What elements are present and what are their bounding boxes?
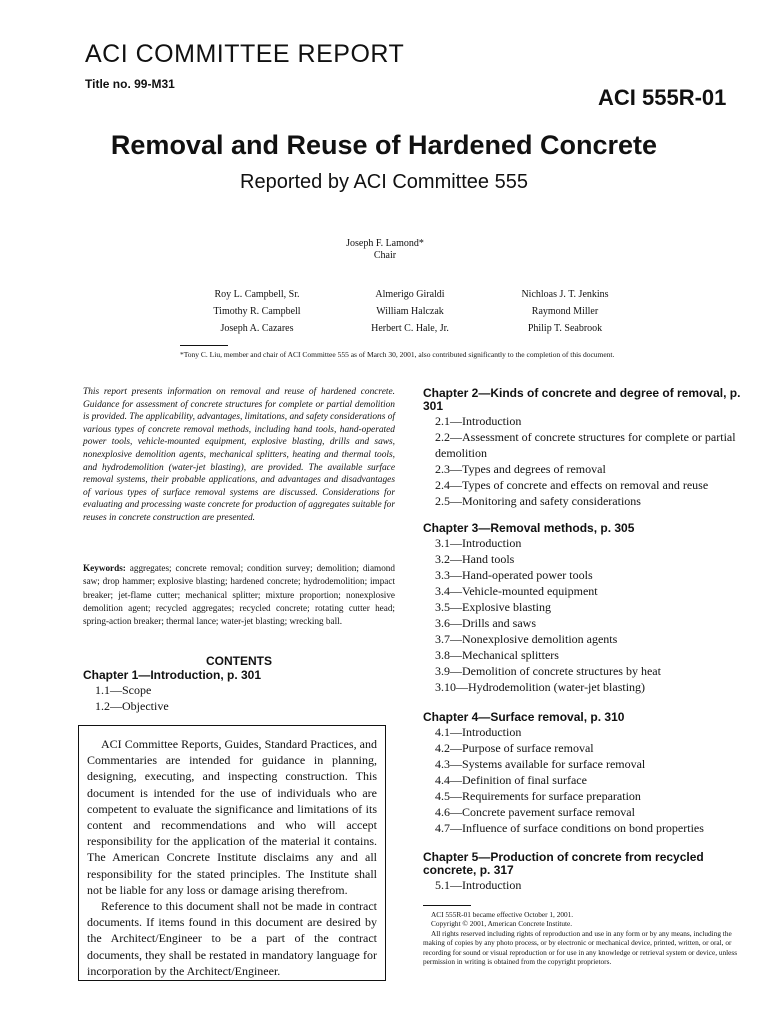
chapter-2 bbox=[423, 387, 753, 509]
document-subtitle: Reported by ACI Committee 555 bbox=[240, 171, 528, 193]
keywords-label: Keywords: bbox=[83, 563, 126, 573]
member-name: William Halczak bbox=[376, 306, 444, 317]
copyright-notice bbox=[423, 910, 743, 966]
section-item: 2.4—Types of concrete and effects on removal and reuse bbox=[435, 478, 709, 492]
chapter-title: Chapter 1—Introduction, p. 301 bbox=[83, 668, 262, 682]
member-name: Raymond Miller bbox=[531, 306, 599, 317]
disclaimer-box bbox=[78, 725, 386, 981]
abstract: This report presents information on removal and reuse of hardened concrete. Guidance for assessment of concrete structures for complete or partial demolition is provided. The applicability, advantages, limitations, and safety considerations of various types of concrete removal methods, including hand tools, hand-operated power tools, vehicle-mounted equipment, explosive blasting, drills and saws, nonexplosive demolition agents, mechanical splitters, heating and thermal tools, and hydrodemolition (water-jet blasting), are provided. The available surface removal systems, their probable applications, and advantages and disadvantages of various types of surface removal systems are discussed. Considerations for evaluating and processing waste concrete for production of aggregates suitable for reuses in concrete construction are presented. bbox=[83, 387, 395, 523]
section-item: 4.5—Requirements for surface preparation bbox=[435, 789, 641, 803]
disclaimer-paragraph: ACI Committee Reports, Guides, Standard Practices, and Commentaries are intended for guidance in planning, designing, executing, and inspecting construction. This document is intended for the use of individuals who are competent to evaluate the significance and limitations of its content and recommendations and who will accept responsibility for the application of the material it contains. The American Concrete Institute disclaims any and all responsibility for the stated principles. The Institute shall not be liable for any loss or damage arising therefrom. bbox=[87, 737, 377, 897]
section-item: 4.1—Introduction bbox=[435, 725, 522, 739]
section-item: 3.7—Nonexplosive demolition agents bbox=[435, 632, 618, 646]
chair-role: Chair bbox=[373, 250, 397, 261]
chapter-5 bbox=[423, 851, 753, 893]
footnote-divider bbox=[180, 345, 228, 346]
chapter-title: Chapter 5—Production of concrete from recycled concrete, p. 317 bbox=[423, 850, 704, 877]
section-item: 3.5—Explosive blasting bbox=[435, 600, 551, 614]
section-item: 4.6—Concrete pavement surface removal bbox=[435, 805, 635, 819]
member-name: Herbert C. Hale, Jr. bbox=[371, 323, 449, 334]
members-column-3 bbox=[490, 286, 640, 337]
member-name: Almerigo Giraldi bbox=[375, 289, 445, 300]
copyright-divider bbox=[423, 905, 471, 906]
report-type-label: ACI COMMITTEE REPORT bbox=[85, 40, 405, 68]
chapter-1 bbox=[83, 669, 395, 714]
member-name: Philip T. Seabrook bbox=[527, 323, 603, 334]
title-number: Title no. 99-M31 bbox=[85, 77, 175, 91]
section-item: 3.6—Drills and saws bbox=[435, 616, 536, 630]
section-item: 1.2—Objective bbox=[95, 699, 169, 713]
chapter-title: Chapter 2—Kinds of concrete and degree of removal, p. 301 bbox=[423, 386, 741, 413]
section-item: 2.1—Introduction bbox=[435, 414, 522, 428]
footnote: *Tony C. Liu, member and chair of ACI Committee 555 as of March 30, 2001, also contributed significantly to the completion of this document. bbox=[180, 350, 615, 359]
section-item: 3.1—Introduction bbox=[435, 536, 522, 550]
members-column-2 bbox=[345, 286, 475, 337]
section-item: 4.7—Influence of surface conditions on bond properties bbox=[435, 821, 704, 835]
chapter-3 bbox=[423, 522, 753, 695]
document-id: ACI 555R-01 bbox=[598, 85, 727, 110]
keywords bbox=[83, 562, 395, 628]
section-item: 3.9—Demolition of concrete structures by heat bbox=[435, 664, 661, 678]
section-item: 5.1—Introduction bbox=[435, 878, 522, 892]
chapter-title: Chapter 4—Surface removal, p. 310 bbox=[423, 710, 625, 724]
effective-date-line: ACI 555R-01 became effective October 1, 2001. bbox=[431, 910, 574, 919]
document-title: Removal and Reuse of Hardened Concrete bbox=[110, 130, 658, 160]
rights-statement: All rights reserved including rights of reproduction and use in any form or by any means, including the making of copies by any photo process, or by electronic or mechanical device, printed, written, or oral, or recording for sound or visual reproduction or for use in any knowledge or retrieval system or device, unless permission in writing is obtained from the copyright proprietors. bbox=[423, 928, 738, 967]
chair-name: Joseph F. Lamond* bbox=[346, 238, 424, 249]
section-item: 4.4—Definition of final surface bbox=[435, 773, 587, 787]
members-column-1 bbox=[192, 286, 322, 337]
member-name: Joseph A. Cazares bbox=[220, 323, 294, 334]
keywords-text: aggregates; concrete removal; condition survey; demolition; diamond saw; drop hammer; explosive blasting; hardened concrete; hydrodemolition; impact breaker; jet-flame cutter; mechanical splitter; mixture proportion; nonexplosive demolition agent; recycled aggregates; recycled concrete; rotating cutter head; spring-action breaker; thermal lance; water-jet blasting; wrecking ball. bbox=[83, 563, 395, 627]
section-item: 2.2—Assessment of concrete structures for complete or partial demolition bbox=[435, 430, 736, 460]
section-item: 2.3—Types and degrees of removal bbox=[435, 462, 606, 476]
section-item: 3.4—Vehicle-mounted equipment bbox=[435, 584, 598, 598]
member-name: Timothy R. Campbell bbox=[213, 306, 301, 317]
disclaimer-paragraph: Reference to this document shall not be made in contract documents. If items found in this document are desired by the Architect/Engineer to be a part of the contract documents, they shall be restated in mandatory language for incorporation by the Architect/Engineer. bbox=[87, 899, 377, 978]
section-item: 3.8—Mechanical splitters bbox=[435, 648, 559, 662]
section-item: 4.2—Purpose of surface removal bbox=[435, 741, 594, 755]
copyright-line: Copyright © 2001, American Concrete Institute. bbox=[431, 919, 573, 929]
section-item: 4.3—Systems available for surface removal bbox=[435, 757, 646, 771]
chapter-title: Chapter 3—Removal methods, p. 305 bbox=[423, 521, 635, 535]
committee-chair bbox=[300, 238, 470, 262]
member-name: Roy L. Campbell, Sr. bbox=[214, 289, 300, 300]
section-item: 2.5—Monitoring and safety considerations bbox=[435, 494, 641, 508]
section-item: 3.2—Hand tools bbox=[435, 552, 515, 566]
section-item: 3.3—Hand-operated power tools bbox=[435, 568, 593, 582]
chapter-4 bbox=[423, 711, 753, 836]
section-item: 3.10—Hydrodemolition (water-jet blasting) bbox=[435, 680, 646, 694]
contents-heading: CONTENTS bbox=[206, 654, 272, 668]
section-item: 1.1—Scope bbox=[95, 683, 152, 697]
member-name: Nichloas J. T. Jenkins bbox=[521, 289, 609, 300]
